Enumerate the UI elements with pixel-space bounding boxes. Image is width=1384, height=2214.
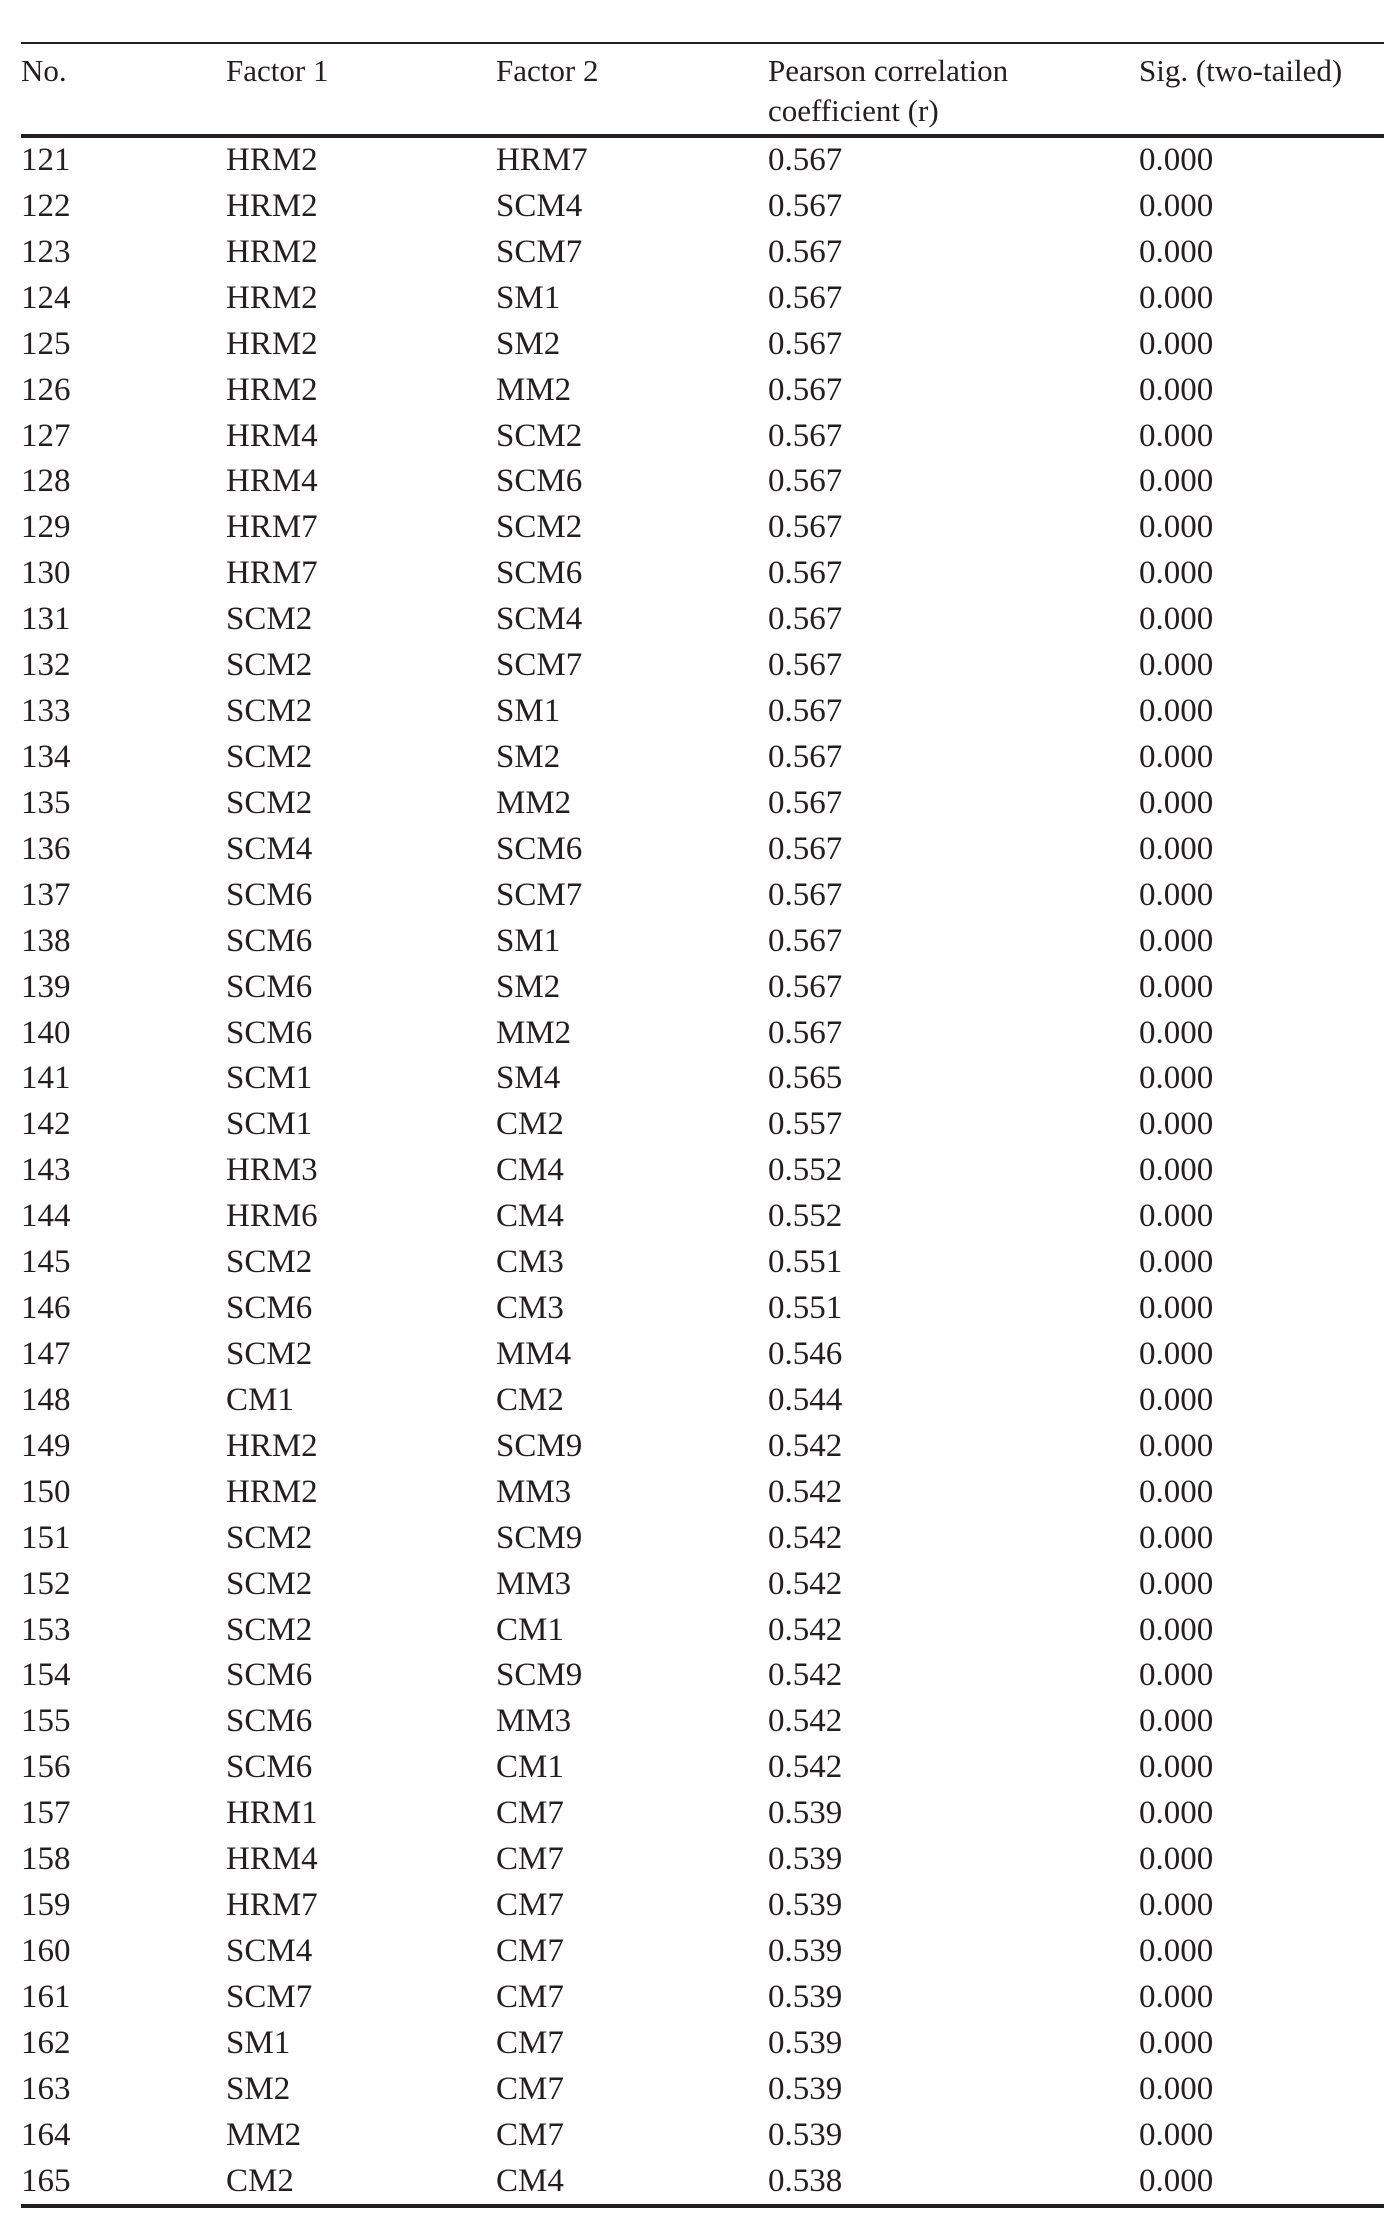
- cell-factor-1: SCM6: [226, 1703, 313, 1740]
- cell-pearson-r: 0.539: [768, 1932, 843, 1969]
- table-row: [21, 368, 1384, 414]
- table-row: [21, 1699, 1384, 1745]
- cell-factor-2: MM2: [496, 1014, 572, 1051]
- cell-factor-2: HRM7: [496, 142, 588, 178]
- cell-factor-2: SM2: [496, 325, 561, 362]
- cell-pearson-r: 0.567: [768, 279, 843, 316]
- table-row: [21, 1056, 1384, 1102]
- header-pearson-line-2: coefficient (r): [768, 93, 939, 128]
- table-row: [21, 1332, 1384, 1378]
- cell-factor-2: CM7: [496, 2116, 564, 2153]
- cell-no: 160: [21, 1932, 71, 1969]
- cell-factor-1: SM2: [226, 2070, 291, 2107]
- cell-factor-2: SCM2: [496, 417, 583, 454]
- cell-factor-2: MM2: [496, 784, 572, 821]
- header-factor-1: Factor 1: [226, 53, 329, 88]
- cell-factor-2: SCM6: [496, 830, 583, 867]
- cell-sig: 0.000: [1139, 142, 1214, 178]
- cell-pearson-r: 0.542: [768, 1519, 843, 1556]
- cell-factor-1: HRM2: [226, 1427, 318, 1464]
- cell-pearson-r: 0.539: [768, 1887, 843, 1924]
- cell-factor-2: MM2: [496, 371, 572, 408]
- cell-sig: 0.000: [1139, 1932, 1214, 1969]
- cell-no: 132: [21, 647, 71, 684]
- cell-no: 135: [21, 784, 71, 821]
- cell-no: 122: [21, 187, 71, 224]
- cell-factor-2: CM3: [496, 1244, 564, 1281]
- cell-factor-1: MM2: [226, 2116, 302, 2153]
- cell-pearson-r: 0.567: [768, 233, 843, 270]
- cell-sig: 0.000: [1139, 1290, 1214, 1327]
- cell-no: 136: [21, 830, 71, 867]
- cell-factor-1: HRM7: [226, 555, 318, 592]
- cell-factor-1: SCM2: [226, 1335, 313, 1372]
- cell-factor-2: MM4: [496, 1335, 572, 1372]
- cell-sig: 0.000: [1139, 233, 1214, 270]
- cell-factor-1: SCM1: [226, 1060, 313, 1097]
- cell-no: 126: [21, 371, 71, 408]
- cell-factor-1: HRM4: [226, 463, 318, 500]
- cell-no: 125: [21, 325, 71, 362]
- table-row: [21, 1791, 1384, 1837]
- cell-factor-1: CM2: [226, 2162, 294, 2199]
- cell-factor-2: CM4: [496, 1152, 564, 1189]
- cell-factor-2: SM1: [496, 279, 561, 316]
- cell-factor-1: HRM4: [226, 417, 318, 454]
- correlation-table: [21, 42, 1384, 2208]
- cell-sig: 0.000: [1139, 417, 1214, 454]
- table-row: [21, 1837, 1384, 1883]
- cell-sig: 0.000: [1139, 1244, 1214, 1281]
- cell-pearson-r: 0.539: [768, 2024, 843, 2061]
- cell-sig: 0.000: [1139, 1381, 1214, 1418]
- cell-no: 146: [21, 1290, 71, 1327]
- cell-no: 162: [21, 2024, 71, 2061]
- table-row: [21, 1608, 1384, 1654]
- table-row: [21, 1470, 1384, 1516]
- cell-factor-2: MM3: [496, 1565, 572, 1602]
- cell-factor-1: SCM6: [226, 968, 313, 1005]
- cell-no: 152: [21, 1565, 71, 1602]
- cell-no: 151: [21, 1519, 71, 1556]
- cell-factor-2: SCM6: [496, 555, 583, 592]
- cell-factor-2: MM3: [496, 1473, 572, 1510]
- cell-pearson-r: 0.539: [768, 1795, 843, 1832]
- cell-sig: 0.000: [1139, 1335, 1214, 1372]
- cell-factor-2: CM7: [496, 2070, 564, 2107]
- table-row: [21, 919, 1384, 965]
- table-row: [21, 276, 1384, 322]
- cell-factor-1: SCM2: [226, 1519, 313, 1556]
- cell-pearson-r: 0.557: [768, 1106, 843, 1143]
- cell-no: 153: [21, 1611, 71, 1648]
- table-row: [21, 1424, 1384, 1470]
- cell-sig: 0.000: [1139, 325, 1214, 362]
- cell-sig: 0.000: [1139, 2024, 1214, 2061]
- cell-factor-2: SCM4: [496, 187, 583, 224]
- header-factor-2: Factor 2: [496, 53, 599, 88]
- cell-sig: 0.000: [1139, 1657, 1214, 1694]
- cell-factor-1: SCM2: [226, 647, 313, 684]
- cell-factor-2: SCM7: [496, 233, 583, 270]
- cell-no: 140: [21, 1014, 71, 1051]
- cell-pearson-r: 0.544: [768, 1381, 843, 1418]
- cell-factor-2: SCM6: [496, 463, 583, 500]
- cell-factor-1: HRM6: [226, 1198, 318, 1235]
- cell-factor-1: HRM1: [226, 1795, 318, 1832]
- cell-factor-1: SCM2: [226, 784, 313, 821]
- table-row: [21, 1745, 1384, 1791]
- cell-sig: 0.000: [1139, 601, 1214, 638]
- cell-pearson-r: 0.567: [768, 509, 843, 546]
- cell-factor-2: CM7: [496, 2024, 564, 2061]
- table-row: [21, 735, 1384, 781]
- cell-pearson-r: 0.542: [768, 1427, 843, 1464]
- cell-factor-1: HRM7: [226, 509, 318, 546]
- table-row: [21, 459, 1384, 505]
- cell-pearson-r: 0.552: [768, 1198, 843, 1235]
- cell-factor-1: SCM2: [226, 1611, 313, 1648]
- cell-factor-1: SCM6: [226, 1014, 313, 1051]
- cell-pearson-r: 0.567: [768, 830, 843, 867]
- cell-sig: 0.000: [1139, 1427, 1214, 1464]
- cell-sig: 0.000: [1139, 371, 1214, 408]
- cell-sig: 0.000: [1139, 784, 1214, 821]
- cell-no: 137: [21, 876, 71, 913]
- cell-factor-1: SCM6: [226, 1290, 313, 1327]
- cell-sig: 0.000: [1139, 1152, 1214, 1189]
- cell-factor-2: SM2: [496, 738, 561, 775]
- cell-sig: 0.000: [1139, 1198, 1214, 1235]
- table-row: [21, 781, 1384, 827]
- cell-no: 150: [21, 1473, 71, 1510]
- table-row: [21, 1929, 1384, 1975]
- cell-pearson-r: 0.567: [768, 555, 843, 592]
- cell-factor-1: SCM2: [226, 738, 313, 775]
- cell-pearson-r: 0.539: [768, 2070, 843, 2107]
- cell-pearson-r: 0.567: [768, 693, 843, 730]
- table-row: [21, 1562, 1384, 1608]
- cell-pearson-r: 0.567: [768, 601, 843, 638]
- cell-no: 147: [21, 1335, 71, 1372]
- cell-factor-1: SCM6: [226, 1749, 313, 1786]
- cell-no: 154: [21, 1657, 71, 1694]
- cell-pearson-r: 0.567: [768, 968, 843, 1005]
- cell-factor-1: HRM2: [226, 371, 318, 408]
- cell-factor-2: CM7: [496, 1978, 564, 2015]
- table-row: [21, 1240, 1384, 1286]
- cell-factor-2: CM7: [496, 1932, 564, 1969]
- cell-sig: 0.000: [1139, 1519, 1214, 1556]
- table-row: [21, 1975, 1384, 2021]
- cell-factor-2: SM1: [496, 922, 561, 959]
- cell-no: 124: [21, 279, 71, 316]
- table-row: [21, 597, 1384, 643]
- cell-factor-2: SCM4: [496, 601, 583, 638]
- cell-pearson-r: 0.542: [768, 1473, 843, 1510]
- cell-pearson-r: 0.565: [768, 1060, 843, 1097]
- cell-pearson-r: 0.567: [768, 784, 843, 821]
- table-row: [21, 2159, 1384, 2205]
- cell-pearson-r: 0.567: [768, 738, 843, 775]
- cell-no: 128: [21, 463, 71, 500]
- cell-pearson-r: 0.546: [768, 1335, 843, 1372]
- cell-pearson-r: 0.542: [768, 1749, 843, 1786]
- cell-factor-1: SCM6: [226, 1657, 313, 1694]
- cell-sig: 0.000: [1139, 1795, 1214, 1832]
- cell-factor-1: SCM7: [226, 1978, 313, 2015]
- cell-factor-2: CM4: [496, 2162, 564, 2199]
- cell-no: 130: [21, 555, 71, 592]
- cell-sig: 0.000: [1139, 1611, 1214, 1648]
- table-row: [21, 689, 1384, 735]
- table-body: [21, 138, 1384, 2204]
- cell-factor-2: CM2: [496, 1106, 564, 1143]
- table-row: [21, 1102, 1384, 1148]
- cell-no: 142: [21, 1106, 71, 1143]
- cell-no: 131: [21, 601, 71, 638]
- table-row: [21, 1516, 1384, 1562]
- table-row: [21, 505, 1384, 551]
- cell-factor-1: HRM2: [226, 233, 318, 270]
- cell-factor-2: CM2: [496, 1381, 564, 1418]
- cell-pearson-r: 0.538: [768, 2162, 843, 2199]
- cell-factor-2: CM4: [496, 1198, 564, 1235]
- table-bottom-rule: [21, 2204, 1384, 2208]
- cell-factor-2: SCM7: [496, 876, 583, 913]
- cell-factor-2: SM4: [496, 1060, 561, 1097]
- cell-no: 148: [21, 1381, 71, 1418]
- table-row: [21, 138, 1384, 184]
- table-row: [21, 1883, 1384, 1929]
- cell-factor-1: SCM2: [226, 693, 313, 730]
- cell-factor-1: SCM6: [226, 876, 313, 913]
- cell-factor-2: CM3: [496, 1290, 564, 1327]
- cell-factor-1: HRM2: [226, 187, 318, 224]
- cell-pearson-r: 0.567: [768, 325, 843, 362]
- cell-sig: 0.000: [1139, 1473, 1214, 1510]
- cell-sig: 0.000: [1139, 555, 1214, 592]
- cell-pearson-r: 0.539: [768, 1978, 843, 2015]
- cell-pearson-r: 0.567: [768, 922, 843, 959]
- cell-factor-2: SCM9: [496, 1519, 583, 1556]
- cell-sig: 0.000: [1139, 1106, 1214, 1143]
- cell-sig: 0.000: [1139, 1887, 1214, 1924]
- cell-factor-1: CM1: [226, 1381, 294, 1418]
- cell-no: 123: [21, 233, 71, 270]
- cell-no: 164: [21, 2116, 71, 2153]
- cell-pearson-r: 0.539: [768, 2116, 843, 2153]
- cell-factor-2: CM7: [496, 1887, 564, 1924]
- table-row: [21, 2021, 1384, 2067]
- header-pearson: [768, 51, 1008, 131]
- table-row: [21, 827, 1384, 873]
- table-row: [21, 1286, 1384, 1332]
- cell-sig: 0.000: [1139, 1978, 1214, 2015]
- cell-pearson-r: 0.567: [768, 463, 843, 500]
- header-sig: Sig. (two-tailed): [1139, 53, 1343, 88]
- cell-factor-1: HRM2: [226, 142, 318, 178]
- table-row: [21, 551, 1384, 597]
- cell-no: 129: [21, 509, 71, 546]
- cell-factor-1: HRM2: [226, 1473, 318, 1510]
- table-header: [21, 44, 1384, 134]
- cell-pearson-r: 0.551: [768, 1290, 843, 1327]
- cell-factor-1: SCM2: [226, 601, 313, 638]
- cell-sig: 0.000: [1139, 1014, 1214, 1051]
- cell-sig: 0.000: [1139, 463, 1214, 500]
- cell-factor-1: SCM2: [226, 1244, 313, 1281]
- cell-factor-1: SM1: [226, 2024, 291, 2061]
- cell-pearson-r: 0.542: [768, 1657, 843, 1694]
- cell-pearson-r: 0.567: [768, 1014, 843, 1051]
- table-row: [21, 2113, 1384, 2159]
- cell-no: 134: [21, 738, 71, 775]
- cell-factor-1: HRM3: [226, 1152, 318, 1189]
- cell-sig: 0.000: [1139, 830, 1214, 867]
- cell-sig: 0.000: [1139, 738, 1214, 775]
- cell-sig: 0.000: [1139, 922, 1214, 959]
- cell-factor-2: CM7: [496, 1841, 564, 1878]
- cell-sig: 0.000: [1139, 693, 1214, 730]
- cell-factor-1: HRM2: [226, 279, 318, 316]
- cell-factor-2: CM1: [496, 1749, 564, 1786]
- table-row: [21, 322, 1384, 368]
- cell-no: 155: [21, 1703, 71, 1740]
- cell-sig: 0.000: [1139, 647, 1214, 684]
- cell-no: 139: [21, 968, 71, 1005]
- cell-factor-1: SCM4: [226, 830, 313, 867]
- table-row: [21, 1011, 1384, 1057]
- cell-no: 156: [21, 1749, 71, 1786]
- cell-pearson-r: 0.567: [768, 187, 843, 224]
- cell-no: 157: [21, 1795, 71, 1832]
- cell-factor-1: HRM4: [226, 1841, 318, 1878]
- table-row: [21, 643, 1384, 689]
- header-pearson-line-1: Pearson correlation: [768, 53, 1009, 88]
- cell-sig: 0.000: [1139, 509, 1214, 546]
- cell-sig: 0.000: [1139, 1565, 1214, 1602]
- cell-sig: 0.000: [1139, 187, 1214, 224]
- table-row: [21, 414, 1384, 460]
- cell-factor-2: SCM9: [496, 1657, 583, 1694]
- cell-pearson-r: 0.539: [768, 1841, 843, 1878]
- table-row: [21, 965, 1384, 1011]
- table-row: [21, 1653, 1384, 1699]
- cell-factor-1: SCM6: [226, 922, 313, 959]
- cell-factor-1: SCM4: [226, 1932, 313, 1969]
- cell-sig: 0.000: [1139, 1060, 1214, 1097]
- cell-pearson-r: 0.542: [768, 1611, 843, 1648]
- cell-factor-2: MM3: [496, 1703, 572, 1740]
- cell-sig: 0.000: [1139, 2070, 1214, 2107]
- cell-factor-2: CM1: [496, 1611, 564, 1648]
- cell-no: 133: [21, 693, 71, 730]
- cell-factor-1: SCM2: [226, 1565, 313, 1602]
- table-row: [21, 873, 1384, 919]
- table-row: [21, 184, 1384, 230]
- cell-no: 138: [21, 922, 71, 959]
- cell-no: 158: [21, 1841, 71, 1878]
- cell-no: 163: [21, 2070, 71, 2107]
- cell-no: 141: [21, 1060, 71, 1097]
- cell-factor-2: SCM9: [496, 1427, 583, 1464]
- cell-factor-1: HRM2: [226, 325, 318, 362]
- cell-pearson-r: 0.567: [768, 647, 843, 684]
- cell-pearson-r: 0.552: [768, 1152, 843, 1189]
- cell-no: 165: [21, 2162, 71, 2199]
- cell-sig: 0.000: [1139, 1703, 1214, 1740]
- table-row: [21, 2067, 1384, 2113]
- cell-pearson-r: 0.542: [768, 1703, 843, 1740]
- cell-factor-1: SCM1: [226, 1106, 313, 1143]
- cell-pearson-r: 0.567: [768, 371, 843, 408]
- cell-no: 149: [21, 1427, 71, 1464]
- cell-factor-2: SCM2: [496, 509, 583, 546]
- cell-pearson-r: 0.567: [768, 142, 843, 178]
- cell-factor-1: HRM7: [226, 1887, 318, 1924]
- table-row: [21, 1378, 1384, 1424]
- table-row: [21, 1194, 1384, 1240]
- cell-sig: 0.000: [1139, 2116, 1214, 2153]
- cell-no: 159: [21, 1887, 71, 1924]
- cell-pearson-r: 0.551: [768, 1244, 843, 1281]
- header-no: No.: [21, 53, 67, 88]
- cell-factor-2: SM2: [496, 968, 561, 1005]
- cell-factor-2: CM7: [496, 1795, 564, 1832]
- cell-sig: 0.000: [1139, 876, 1214, 913]
- cell-no: 143: [21, 1152, 71, 1189]
- cell-pearson-r: 0.542: [768, 1565, 843, 1602]
- cell-factor-2: SCM7: [496, 647, 583, 684]
- cell-pearson-r: 0.567: [768, 417, 843, 454]
- cell-no: 144: [21, 1198, 71, 1235]
- table-row: [21, 230, 1384, 276]
- cell-sig: 0.000: [1139, 279, 1214, 316]
- cell-factor-2: SM1: [496, 693, 561, 730]
- table-row: [21, 1148, 1384, 1194]
- cell-pearson-r: 0.567: [768, 876, 843, 913]
- cell-sig: 0.000: [1139, 1841, 1214, 1878]
- cell-sig: 0.000: [1139, 968, 1214, 1005]
- cell-no: 145: [21, 1244, 71, 1281]
- cell-no: 161: [21, 1978, 71, 2015]
- cell-sig: 0.000: [1139, 1749, 1214, 1786]
- cell-sig: 0.000: [1139, 2162, 1214, 2199]
- cell-no: 127: [21, 417, 71, 454]
- cell-no: 121: [21, 142, 71, 178]
